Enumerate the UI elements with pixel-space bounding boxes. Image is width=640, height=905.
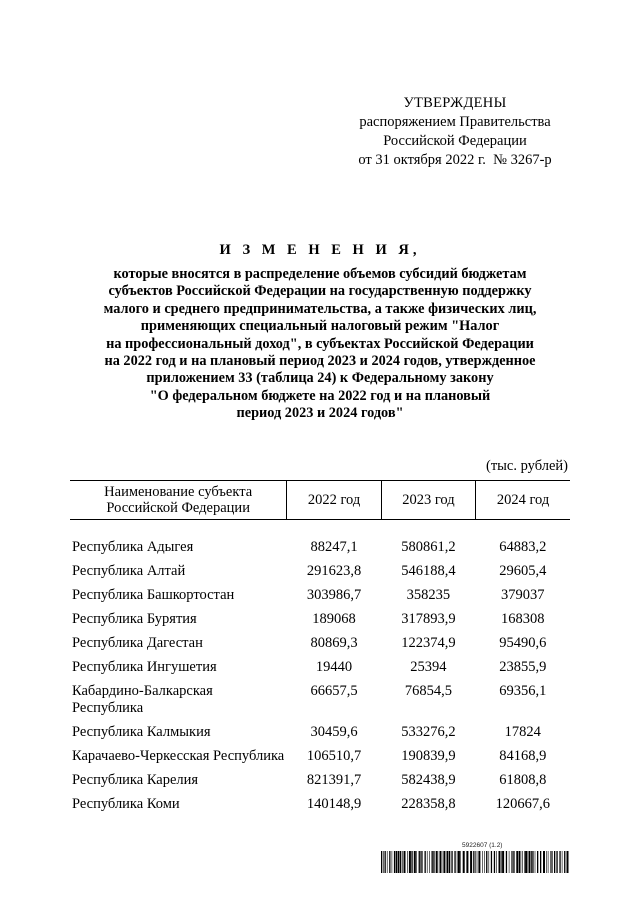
- amount-cell: 17824: [504, 723, 541, 740]
- subtitle-line: приложением 33 (таблица 24) к Федеральному закону: [146, 370, 494, 387]
- header-year-2024: 2024 год: [476, 481, 570, 520]
- amount-cell: 303986,7: [306, 586, 362, 603]
- amount-cell: 189068: [312, 610, 356, 627]
- header-year-2023: 2023 год: [381, 481, 475, 520]
- subject-name-cell: Республика Ингушетия: [72, 658, 217, 675]
- subject-name-cell: Республика Калмыкия: [72, 723, 211, 740]
- document-title: И З М Е Н Е Н И Я,: [219, 242, 421, 258]
- amount-cell: 66657,5: [310, 682, 358, 699]
- amount-cell: 29605,4: [499, 562, 547, 579]
- table-header-row: [70, 481, 570, 520]
- table-row: [70, 768, 570, 792]
- amount-cell: 582438,9: [401, 771, 456, 788]
- amount-cell: 228358,8: [401, 795, 456, 812]
- document-subtitle: [70, 266, 570, 423]
- amount-cell: 317893,9: [401, 610, 456, 627]
- amount-cell: 580861,2: [401, 538, 456, 555]
- subtitle-line: применяющих специальный налоговый режим "Налог: [140, 318, 500, 335]
- table-row: [70, 559, 570, 583]
- subtitle-line: "О федеральном бюджете на 2022 год и на плановый: [149, 387, 491, 404]
- table-row: [70, 607, 570, 631]
- table-spacer: [70, 520, 570, 536]
- approval-line-3: от 31 октября 2022 г. № 3267-р: [358, 152, 552, 168]
- subtitle-line: которые вносятся в распределение объемов субсидий бюджетам: [113, 266, 527, 282]
- subtitle-line: период 2023 и 2024 годов": [236, 405, 404, 422]
- amount-cell: 80869,3: [310, 634, 358, 651]
- amount-cell: 76854,5: [404, 682, 452, 699]
- amount-cell: 106510,7: [306, 747, 362, 764]
- amount-cell: 69356,1: [499, 682, 547, 699]
- subject-name-cell: Республика Карелия: [72, 771, 199, 788]
- amount-cell: 122374,9: [401, 634, 456, 651]
- subject-name-cell: Республика Башкортостан: [72, 586, 235, 603]
- approval-line-1: распоряжением Правительства: [359, 114, 551, 130]
- approval-heading: УТВЕРЖДЕНЫ: [403, 95, 507, 111]
- barcode-image: [381, 851, 570, 873]
- amount-cell: 821391,7: [306, 771, 362, 788]
- amount-cell: 533276,2: [401, 723, 456, 740]
- amount-cell: 25394: [410, 658, 447, 675]
- subtitle-line: на 2022 год и на плановый период 2023 и 2024 годов, утвержденное: [104, 353, 536, 370]
- amount-cell: 84168,9: [499, 747, 547, 764]
- amount-cell: 30459,6: [310, 723, 358, 740]
- approval-block: [330, 94, 580, 170]
- header-year-2022: 2022 год: [287, 481, 381, 520]
- subject-name-cell: Карачаево-Черкесская Республика: [72, 747, 285, 764]
- amount-cell: 23855,9: [499, 658, 547, 675]
- subtitle-line: малого и среднего предпринимательства, а также физических лиц,: [103, 300, 537, 317]
- barcode-number: 5922607 (1.2): [462, 842, 503, 849]
- table-body: [70, 520, 570, 817]
- table-row: [70, 744, 570, 768]
- amount-cell: 61808,8: [499, 771, 547, 788]
- table-row: [70, 655, 570, 679]
- table-row: [70, 535, 570, 559]
- approval-line-2: Российской Федерации: [383, 133, 527, 149]
- table-row: [70, 583, 570, 607]
- header-subject-name: Наименование субъекта Российской Федерации: [70, 481, 287, 520]
- amount-cell: 64883,2: [499, 538, 547, 555]
- amount-cell: 19440: [315, 658, 353, 675]
- units-label: (тыс. рублей): [486, 458, 568, 474]
- subject-name-cell: Республика Адыгея: [72, 538, 194, 555]
- table-row: [70, 792, 570, 816]
- amount-cell: 546188,4: [401, 562, 456, 579]
- amount-cell: 168308: [501, 610, 545, 627]
- amount-cell: 379037: [501, 586, 545, 603]
- subject-name-cell: Кабардино-Балкарская Республика: [72, 682, 213, 716]
- table-row: [70, 720, 570, 744]
- subsidy-table: [70, 480, 570, 816]
- subject-name-cell: Республика Дагестан: [72, 634, 203, 651]
- subject-name-cell: Республика Коми: [72, 795, 180, 812]
- subtitle-line: субъектов Российской Федерации на государственную поддержку: [108, 283, 532, 300]
- amount-cell: 88247,1: [310, 538, 358, 555]
- amount-cell: 140148,9: [306, 795, 362, 812]
- amount-cell: 358235: [406, 586, 451, 603]
- subtitle-line: на профессиональный доход", в субъектах Российской Федерации: [106, 335, 534, 352]
- amount-cell: 291623,8: [306, 562, 362, 579]
- table-row: [70, 679, 570, 720]
- subject-name-cell: Республика Алтай: [72, 562, 186, 579]
- amount-cell: 190839,9: [401, 747, 456, 764]
- table-row: [70, 631, 570, 655]
- amount-cell: 120667,6: [495, 795, 550, 812]
- subject-name-cell: Республика Бурятия: [72, 610, 197, 627]
- amount-cell: 95490,6: [499, 634, 547, 651]
